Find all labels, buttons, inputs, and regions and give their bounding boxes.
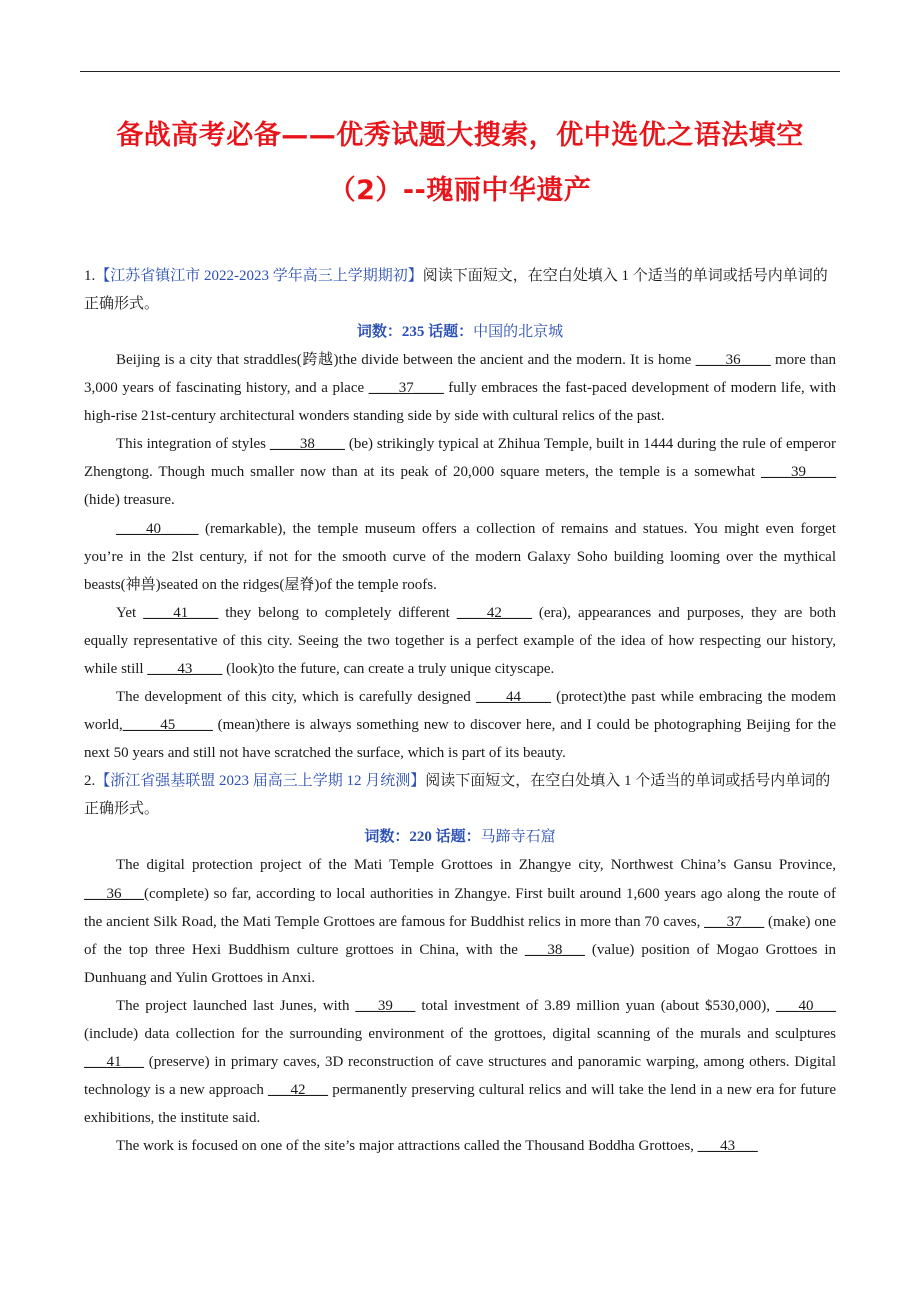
- passage-paragraph: The work is focused on one of the site’s major attractions called the Thousand Boddha Grottoes, ___43___: [116, 1138, 758, 1155]
- passage-paragraph: Beijing is a city that straddles(跨越)the divide between the ancient and the modern. It is home ____36____ more than 3,000 years of fascinating history, and a place ____37____ fully embraces the fast-paced development of modern life, with high-rise 21st-century architectural wonders standing side by side with cultural relics of the past.: [84, 352, 837, 425]
- answer-blank[interactable]: ___42___: [268, 1082, 329, 1099]
- question-number: 1.: [84, 268, 96, 284]
- passage-paragraph: The digital protection project of the Mati Temple Grottoes in Zhangye city, Northwest China’s Gansu Province, ___36___(complete) so far, according to local authorities in Zhangye. First built around 1,600 years ago along the route of the ancient Silk Road, the Mati Temple Grottoes are famous for Buddhist relics in more than 70 caves, ___37___ (make) one of the top three Hexi Buddhism culture grottoes in China, with the ___38___ (value) position of Mogao Grottoes in Dunhuang and Yulin Grottoes in Anxi.: [84, 857, 836, 986]
- answer-blank[interactable]: ____37____: [368, 380, 444, 397]
- document-body: [84, 262, 836, 1160]
- passage-paragraph: The development of this city, which is carefully designed ____44____ (protect)the past while embracing the modem world,_____45_____ (mean)there is always something new to discover here, and I could be photographing Beijing for the next 50 years and still not have scratched the surface, which is part of its beauty.: [84, 689, 837, 762]
- passage-paragraph: The project launched last Junes, with ___39___ total investment of 3.89 million yuan (about $530,000), ___40___ (include) data collection for the surrounding environment of the grottoes, digital scanning of the murals and sculptures ___41___ (preserve) in primary caves, 3D reconstruction of cave structures and panoramic warping, among others. Digital technology is a new approach ___42___ permanently preserving cultural relics and will take the lend in a new era for future exhibitions, the institute said.: [84, 997, 837, 1127]
- question-instruction: 阅读下面短文，在空白处填入 1 个适当的单词或括号内单词的正确形式。: [84, 268, 828, 312]
- question-header: [84, 262, 836, 318]
- passage-paragraph: This integration of styles ____38____ (be) strikingly typical at Zhihua Temple, built in 1444 during the rule of emperor Zhengtong. Though much smaller now than at its peak of 20,000 square meters, the temple is a somewhat ____39____ (hide) treasure.: [84, 436, 836, 509]
- question-header: [84, 767, 836, 823]
- question-source: 【浙江省强基联盟 2023 届高三上学期 12 月统测】: [95, 773, 426, 790]
- question-section: [84, 767, 836, 1160]
- answer-blank[interactable]: ___41___: [84, 1054, 144, 1071]
- word-count-label: 词数：235 话题：: [356, 324, 474, 340]
- answer-blank[interactable]: ____42____: [456, 604, 532, 621]
- answer-blank[interactable]: ____38____: [269, 436, 345, 453]
- word-count-label: 词数：220 话题：: [364, 829, 481, 846]
- answer-blank[interactable]: ___38___: [524, 941, 585, 958]
- topic-label: 中国的北京城: [473, 324, 564, 340]
- answer-blank[interactable]: _____45_____: [122, 717, 213, 734]
- answer-blank[interactable]: ____40_____: [116, 520, 199, 537]
- answer-blank[interactable]: ___37___: [704, 913, 765, 930]
- question-source: 【江苏省镇江市 2022-2023 学年高三上学期期初】: [95, 268, 423, 284]
- answer-blank[interactable]: ____43____: [147, 661, 223, 678]
- header-rule: [80, 71, 840, 72]
- page-subtitle: （2）--瑰丽中华遗产: [328, 175, 592, 206]
- word-count-topic: [84, 823, 836, 851]
- answer-blank[interactable]: ____39____: [761, 464, 836, 481]
- passage-paragraph: ____40_____ (remarkable), the temple museum offers a collection of remains and statues. You might even forget you’re in the 2lst century, if not for the smooth curve of the modern Galaxy Soho building looming over the mythical beasts(神兽)seated on the ridges(屋脊)of the temple roofs.: [84, 520, 836, 593]
- answer-blank[interactable]: ___43___: [697, 1138, 758, 1155]
- answer-blank[interactable]: ____36____: [695, 352, 771, 368]
- passage-paragraph: Yet ____41____ they belong to completely different ____42____ (era), appearances and purposes, they are both equally representative of this city. Seeing the two together is a perfect example of the idea of how respecting our history, while still ____43____ (look)to the future, can create a truly unique cityscape.: [84, 604, 837, 678]
- answer-blank[interactable]: ___36___: [84, 885, 144, 902]
- answer-blank[interactable]: ____44____: [475, 689, 551, 706]
- answer-blank[interactable]: ____41____: [143, 604, 219, 621]
- answer-blank[interactable]: ___40___: [776, 997, 837, 1014]
- question-instruction: 阅读下面短文，在空白处填入 1 个适当的单词或括号内单词的正确形式。: [84, 773, 831, 818]
- question-number: 2.: [84, 773, 96, 790]
- page-title: 备战高考必备——优秀试题大搜索，优中选优之语法填空: [116, 120, 804, 151]
- question-section: [84, 262, 836, 767]
- word-count-topic: [84, 318, 836, 346]
- answer-blank[interactable]: ___39___: [355, 997, 416, 1014]
- topic-label: 马蹄寺石窟: [480, 829, 556, 846]
